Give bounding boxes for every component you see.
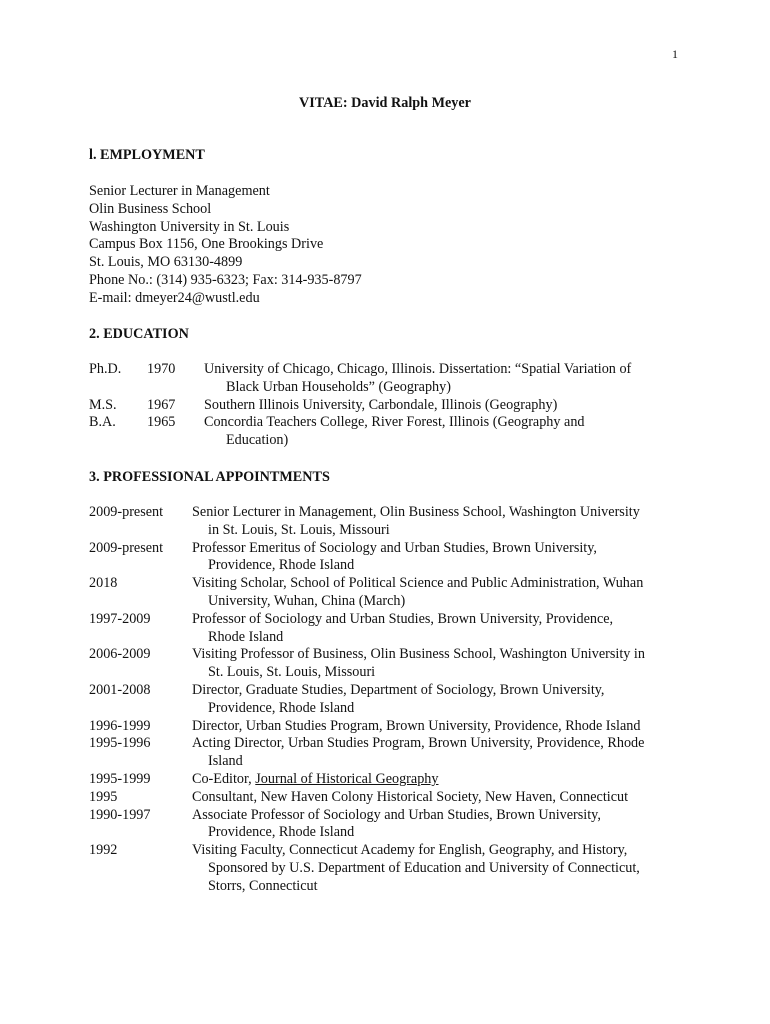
education-year: 1967 [147,396,176,413]
appointment-line-cont: Storrs, Connecticut [208,877,318,894]
employment-line: Campus Box 1156, One Brookings Drive [89,236,324,253]
education-line: Southern Illinois University, Carbondale, Illinois (Geography) [204,396,558,413]
education-heading: 2. EDUCATION [89,326,189,342]
appointment-entry [89,504,689,540]
education-year: 1965 [147,414,176,431]
education-entry [89,414,689,450]
appointment-line: Professor of Sociology and Urban Studies, Brown University, Providence, [192,610,614,627]
employment-line: Phone No.: (314) 935-6323; Fax: 314-935-8797 [89,271,362,288]
education-line: University of Chicago, Chicago, Illinois. Dissertation: “Spatial Variation of [204,361,632,377]
appointment-years: 2009-present [89,504,164,520]
appointment-entry [89,735,689,771]
education-line: Concordia Teachers College, River Forest, Illinois (Geography and [204,414,585,431]
appointment-line: Acting Director, Urban Studies Program, Brown University, Providence, Rhode [192,735,645,752]
appointment-years: 2006-2009 [89,646,151,663]
education-list [89,361,689,450]
appointment-description [192,735,682,771]
appointment-line-cont: University, Wuhan, China (March) [208,592,406,609]
appointments-heading: 3. PROFESSIONAL APPOINTMENTS [89,469,330,485]
appointment-years: 2009-present [89,539,164,556]
appointment-years: 1995-1996 [89,735,151,752]
journal-title: Journal of Historical Geography [255,770,439,787]
appointment-prefix: Co-Editor, [192,770,256,787]
appointment-description [192,575,682,611]
appointment-years: 1995 [89,788,118,805]
appointment-description [192,789,682,807]
appointment-years: 1992 [89,842,118,859]
employment-heading: l. EMPLOYMENT [89,147,205,163]
appointment-years: 2018 [89,575,118,592]
appointment-description [192,718,682,736]
appointment-line-cont: Sponsored by U.S. Department of Education and University of Connecticut, [208,859,640,876]
appointment-entry [89,682,689,718]
appointment-line: Visiting Professor of Business, Olin Business School, Washington University in [192,646,645,663]
appointment-years: 1995-1999 [89,770,151,787]
appointment-description [192,611,682,647]
document-title: VITAE: David Ralph Meyer [299,95,471,111]
education-description [204,361,674,397]
appointment-line: Director, Graduate Studies, Department of Sociology, Brown University, [192,681,605,698]
employment-address-block [89,183,362,308]
appointment-line-cont: Providence, Rhode Island [208,557,355,574]
page-number: 1 [672,47,678,61]
appointment-line-cont: Island [208,753,243,770]
appointment-line: Consultant, New Haven Colony Historical Society, New Haven, Connecticut [192,788,629,805]
appointment-years: 2001-2008 [89,681,151,698]
appointment-description [192,540,682,576]
appointment-entry [89,540,689,576]
appointment-entry [89,718,689,736]
appointment-line: Senior Lecturer in Management, Olin Business School, Washington University [192,504,640,520]
appointment-line: Visiting Scholar, School of Political Science and Public Administration, Wuhan [192,575,644,592]
appointment-description [192,682,682,718]
appointment-description [192,504,682,540]
education-year: 1970 [147,361,176,377]
appointment-years: 1996-1999 [89,717,151,734]
education-degree: Ph.D. [89,361,122,377]
appointment-entry [89,842,689,895]
appointment-entry [89,611,689,647]
education-entry [89,397,689,415]
education-line-cont: Education) [226,432,289,449]
appointment-entry [89,807,689,843]
education-degree: B.A. [89,414,116,431]
appointment-entry [89,771,689,789]
appointment-description [192,807,682,843]
appointment-line-cont: St. Louis, St. Louis, Missouri [208,664,376,681]
appointment-line: Director, Urban Studies Program, Brown University, Providence, Rhode Island [192,717,641,734]
education-line-cont: Black Urban Households” (Geography) [226,378,451,395]
appointment-line-cont: Providence, Rhode Island [208,699,355,716]
appointments-list [89,504,689,896]
appointment-years: 1997-2009 [89,610,151,627]
education-degree: M.S. [89,396,117,413]
appointment-description [192,646,682,682]
education-description [204,397,674,415]
appointment-entry [89,575,689,611]
education-description [204,414,674,450]
appointment-line [192,771,439,787]
appointment-description [192,842,682,895]
appointment-entry [89,789,689,807]
employment-line: St. Louis, MO 63130-4899 [89,254,243,271]
employment-line: Olin Business School [89,200,212,217]
appointment-line: Visiting Faculty, Connecticut Academy for English, Geography, and History, [192,842,628,859]
appointment-line-cont: Providence, Rhode Island [208,824,355,841]
employment-line: Senior Lecturer in Management [89,183,270,199]
appointment-line-cont: Rhode Island [208,628,284,645]
appointment-description [192,771,682,789]
employment-email: E-mail: dmeyer24@wustl.edu [89,289,260,306]
appointment-line: Associate Professor of Sociology and Urban Studies, Brown University, [192,806,601,823]
employment-line: Washington University in St. Louis [89,218,290,235]
appointment-years: 1990-1997 [89,806,151,823]
education-entry [89,361,689,397]
appointment-line: Professor Emeritus of Sociology and Urban Studies, Brown University, [192,539,597,556]
appointment-entry [89,646,689,682]
appointment-line-cont: in St. Louis, St. Louis, Missouri [208,521,390,538]
